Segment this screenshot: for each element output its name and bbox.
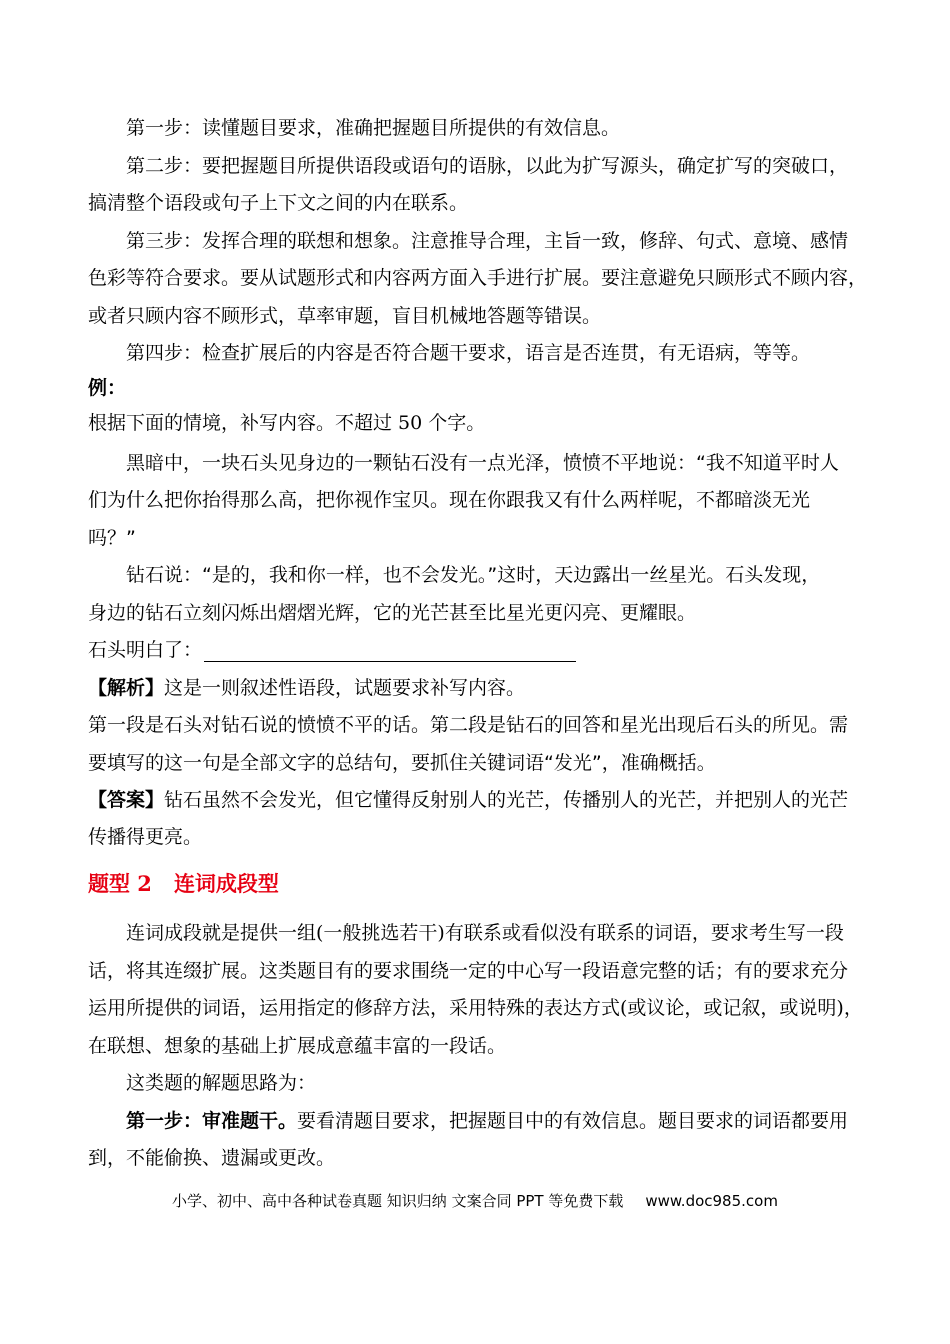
heading-number: 题型 2 (88, 871, 152, 896)
step-three-line: 第三步：发挥合理的联想和想象。注意推导合理，主旨一致，修辞、句式、意境、感情 (126, 230, 849, 252)
section-heading (88, 868, 279, 898)
answer-line (88, 788, 848, 812)
blank-prompt: 石头明白了： (88, 639, 203, 661)
body-line: 在联想、想象的基础上扩展成意蕴丰富的一段话。 (88, 1035, 507, 1057)
analysis-text: 这是一则叙述性语段，试题要求补写内容。 (164, 677, 526, 699)
analysis-line: 第一段是石头对钻石说的愤愤不平的话。第二段是钻石的回答和星光出现后石头的所见。需 (88, 714, 849, 736)
body-line (126, 1109, 848, 1133)
answer-blank-line (88, 638, 576, 662)
body-line: 连词成段就是提供一组(一般挑选若干)有联系或看似没有联系的词语，要求考生写一段 (126, 922, 844, 944)
analysis-line: 要填写的这一句是全部文字的总结句，要抓住关键词语“发光”，准确概括。 (88, 752, 716, 774)
body-line: 这类题的解题思路为： (126, 1072, 317, 1094)
analysis-line (88, 676, 525, 700)
body-line: 话，将其连缀扩展。这类题目有的要求围绕一定的中心写一段语意完整的话；有的要求充分 (88, 960, 849, 982)
answer-blank (204, 641, 576, 662)
step-one-heading: 第一步：审准题干。 (126, 1110, 298, 1132)
body-line: 运用所提供的词语，运用指定的修辞方法，采用特殊的表达方式(或议论，或记叙，或说明)， (88, 997, 863, 1019)
paragraph-line: 搞清整个语段或句子上下文之间的内在联系。 (88, 192, 469, 214)
story-line: 黑暗中，一块石头见身边的一颗钻石没有一点光泽，愤愤不平地说：“我不知道平时人 (126, 452, 839, 474)
page-footer (0, 1190, 950, 1211)
answer-text: 钻石虽然不会发光，但它懂得反射别人的光芒，传播别人的光芒，并把别人的光芒 (164, 789, 849, 811)
story-line: 身边的钻石立刻闪烁出熠熠光辉，它的光芒甚至比星光更闪亮、更耀眼。 (88, 602, 697, 624)
body-line: 到，不能偷换、遗漏或更改。 (88, 1147, 336, 1169)
footer-text: 小学、初中、高中各种试卷真题 知识归纳 文案合同 PPT 等免费下载 (172, 1192, 624, 1210)
footer-url[interactable]: www.doc985.com (645, 1192, 778, 1210)
heading-title: 连词成段型 (173, 871, 279, 896)
story-line: 们为什么把你抬得那么高，把你视作宝贝。现在你跟我又有什么两样呢，不都暗淡无光 (88, 489, 811, 511)
story-line: 吗？” (88, 527, 136, 549)
answer-tag: 【答案】 (88, 789, 165, 811)
step-one-line: 第一步：读懂题目要求，准确把握题目所提供的有效信息。 (126, 117, 621, 139)
step-two-line: 第二步：要把握题目所提供语段或语句的语脉，以此为扩写源头，确定扩写的突破口， (126, 155, 849, 177)
step-one-text: 要看清题目要求，把握题目中的有效信息。题目要求的词语都要用 (297, 1110, 849, 1132)
example-prompt: 根据下面的情境，补写内容。不超过 50 个字。 (88, 412, 486, 434)
story-line: 钻石说：“是的，我和你一样，也不会发光。”这时，天边露出一丝星光。石头发现， (126, 564, 821, 586)
answer-line: 传播得更亮。 (88, 826, 203, 848)
analysis-tag: 【解析】 (88, 677, 165, 699)
example-label: 例： (88, 377, 127, 399)
paragraph-line: 色彩等符合要求。要从试题形式和内容两方面入手进行扩展。要注意避免只顾形式不顾内容， (88, 267, 868, 289)
paragraph-line: 或者只顾内容不顾形式，草率审题，盲目机械地答题等错误。 (88, 305, 602, 327)
step-four-line: 第四步：检查扩展后的内容是否符合题干要求，语言是否连贯，有无语病，等等。 (126, 342, 811, 364)
